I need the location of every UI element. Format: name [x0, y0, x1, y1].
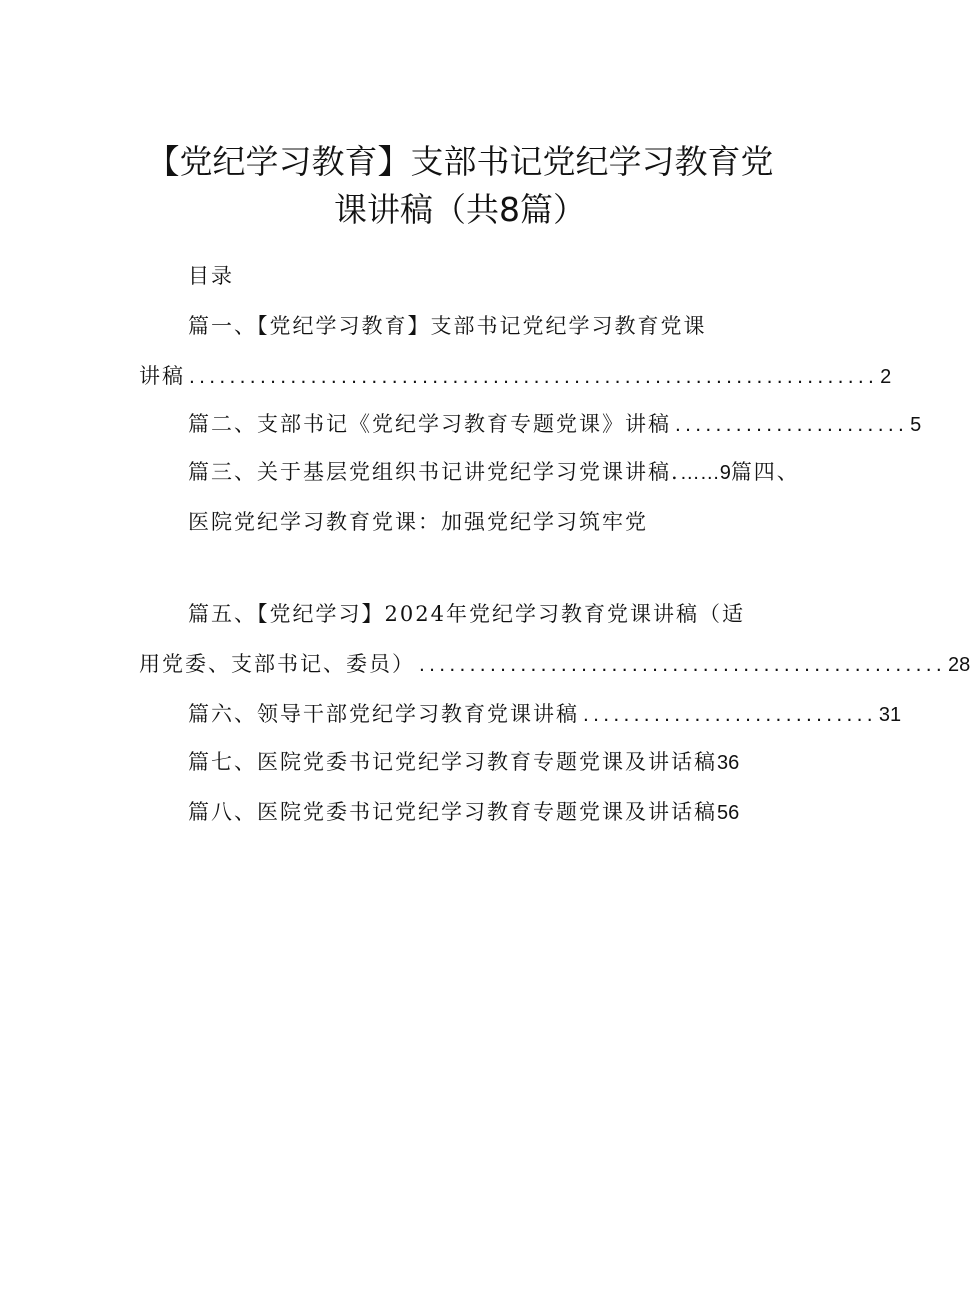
toc-entry-7: [188, 748, 739, 777]
toc-entry-3: [188, 458, 800, 487]
toc-entry-1-line-2: [139, 362, 892, 391]
toc-entry-2-leader: .......................: [675, 413, 909, 436]
toc-entry-3-text: 篇三、关于基层党组织书记讲党纪学习党课讲稿.: [188, 460, 680, 484]
toc-entry-1-leader: ....................................................................: [189, 365, 879, 388]
toc-entry-6-page: 31: [878, 704, 902, 726]
toc-entry-5-line-1: 篇五、【党纪学习】2024年党纪学习教育党课讲稿（适: [188, 602, 745, 626]
toc-entry-6-leader: .............................: [583, 703, 877, 726]
toc-entry-8: [188, 798, 739, 827]
toc-heading: 目录: [188, 264, 234, 288]
toc-entry-3-trail: 篇四、: [730, 460, 800, 484]
toc-entry-1-line-1: 篇一、【党纪学习教育】支部书记党纪学习教育党课: [188, 314, 707, 338]
toc-entry-5-line-2: [139, 650, 970, 679]
toc-entry-8-text: 篇八、医院党委书记党纪学习教育专题党课及讲话稿: [188, 800, 717, 824]
toc-entry-6-text: 篇六、领导干部党纪学习教育党课讲稿: [188, 702, 579, 726]
toc-entry-1-text: 讲稿: [139, 364, 185, 388]
toc-entry-2-text: 篇二、支部书记《党纪学习教育专题党课》讲稿: [188, 412, 671, 436]
document-title-line-1: 【党纪学习教育】支部书记党纪学习教育党: [146, 142, 774, 181]
toc-entry-6: [188, 700, 902, 729]
toc-entry-2: [188, 410, 922, 439]
toc-entry-4: 医院党纪学习教育党课：加强党纪学习筑牢党: [188, 510, 648, 534]
toc-entry-5-leader: ....................................................: [419, 653, 946, 676]
toc-entry-5-text: 用党委、支部书记、委员）: [139, 652, 415, 676]
toc-entry-8-page: 56: [717, 802, 740, 824]
document-title-line-2: 课讲稿（共8篇）: [334, 190, 586, 229]
toc-entry-7-text: 篇七、医院党委书记党纪学习教育专题党课及讲话稿: [188, 750, 717, 774]
toc-entry-3-leader: ……: [679, 462, 720, 484]
toc-entry-7-page: 36: [717, 752, 740, 774]
toc-entry-3-page: 9: [719, 462, 731, 484]
toc-entry-2-page: 5: [910, 414, 922, 436]
toc-entry-5-page: 28: [948, 654, 970, 676]
toc-entry-1-page: 2: [880, 366, 892, 388]
